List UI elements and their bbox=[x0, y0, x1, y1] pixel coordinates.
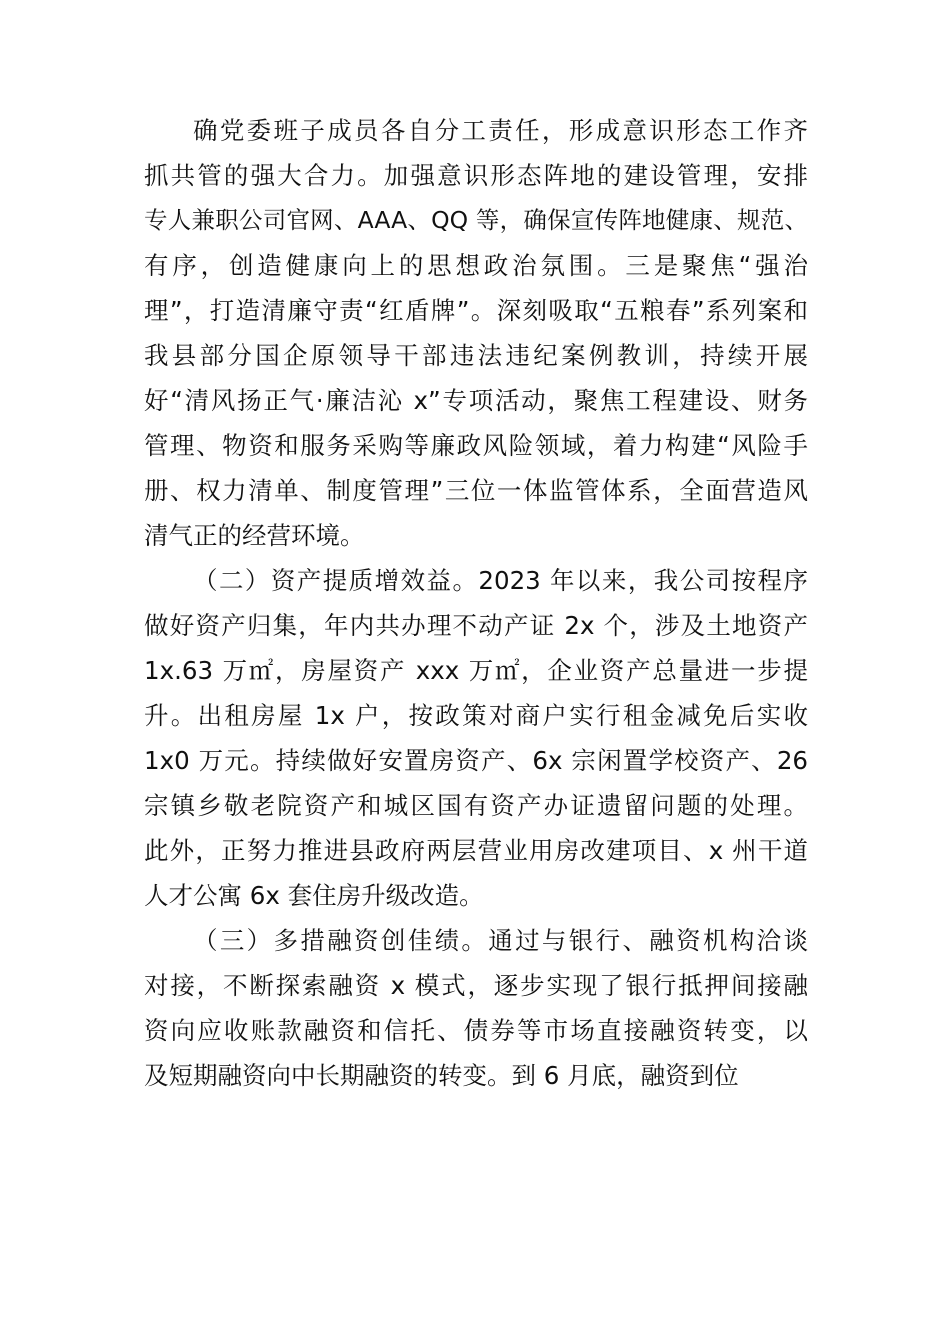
text-line: 人才公寓 6x 套住房升级改造。 bbox=[144, 881, 484, 910]
text-line: 确党委班子成员各自分工责任，形成意识形态工作齐 bbox=[193, 116, 808, 145]
text-line: 册、权力清单、制度管理”三位一体监管体系，全面营造风 bbox=[144, 476, 808, 505]
document-body bbox=[144, 108, 808, 1098]
text-line: 专人兼职公司官网、AAA、QQ 等，确保宣传阵地健康、规范、 bbox=[144, 206, 808, 234]
text-line: 宗镇乡敬老院资产和城区国有资产办证遗留问题的处理。 bbox=[144, 791, 808, 820]
text-line: 好“清风扬正气·廉洁沁 x”专项活动，聚焦工程建设、财务 bbox=[144, 386, 808, 415]
text-line: 理”，打造清廉守责“红盾牌”。深刻吸取“五粮春”系列案和 bbox=[144, 296, 808, 325]
section-heading-line: （三）多措融资创佳绩。通过与银行、融资机构洽谈 bbox=[193, 926, 808, 955]
text-line: 及短期融资向中长期融资的转变。到 6 月底，融资到位 bbox=[144, 1061, 739, 1090]
text-line: 1x.63 万㎡，房屋资产 xxx 万㎡，企业资产总量进一步提 bbox=[144, 656, 808, 685]
text-line: 此外，正努力推进县政府两层营业用房改建项目、x 州干道 bbox=[144, 836, 808, 865]
text-line: 对接，不断探索融资 x 模式，逐步实现了银行抵押间接融 bbox=[144, 971, 808, 1000]
text-line: 做好资产归集，年内共办理不动产证 2x 个，涉及土地资产 bbox=[144, 611, 808, 640]
text-line: 管理、物资和服务采购等廉政风险领域，着力构建“风险手 bbox=[144, 431, 808, 460]
section-heading-line: （二）资产提质增效益。2023 年以来，我公司按程序 bbox=[193, 566, 808, 595]
text-line: 1x0 万元。持续做好安置房资产、6x 宗闲置学校资产、26 bbox=[144, 746, 808, 775]
text-line: 清气正的经营环境。 bbox=[144, 521, 365, 550]
text-line: 有序，创造健康向上的思想政治氛围。三是聚焦“强治 bbox=[144, 251, 808, 280]
text-line: 抓共管的强大合力。加强意识形态阵地的建设管理，安排 bbox=[144, 161, 808, 190]
text-line: 升。出租房屋 1x 户，按政策对商户实行租金减免后实收 bbox=[144, 701, 808, 730]
text-line: 我县部分国企原领导干部违法违纪案例教训，持续开展 bbox=[144, 341, 808, 370]
text-line: 资向应收账款融资和信托、债券等市场直接融资转变，以 bbox=[144, 1016, 808, 1045]
